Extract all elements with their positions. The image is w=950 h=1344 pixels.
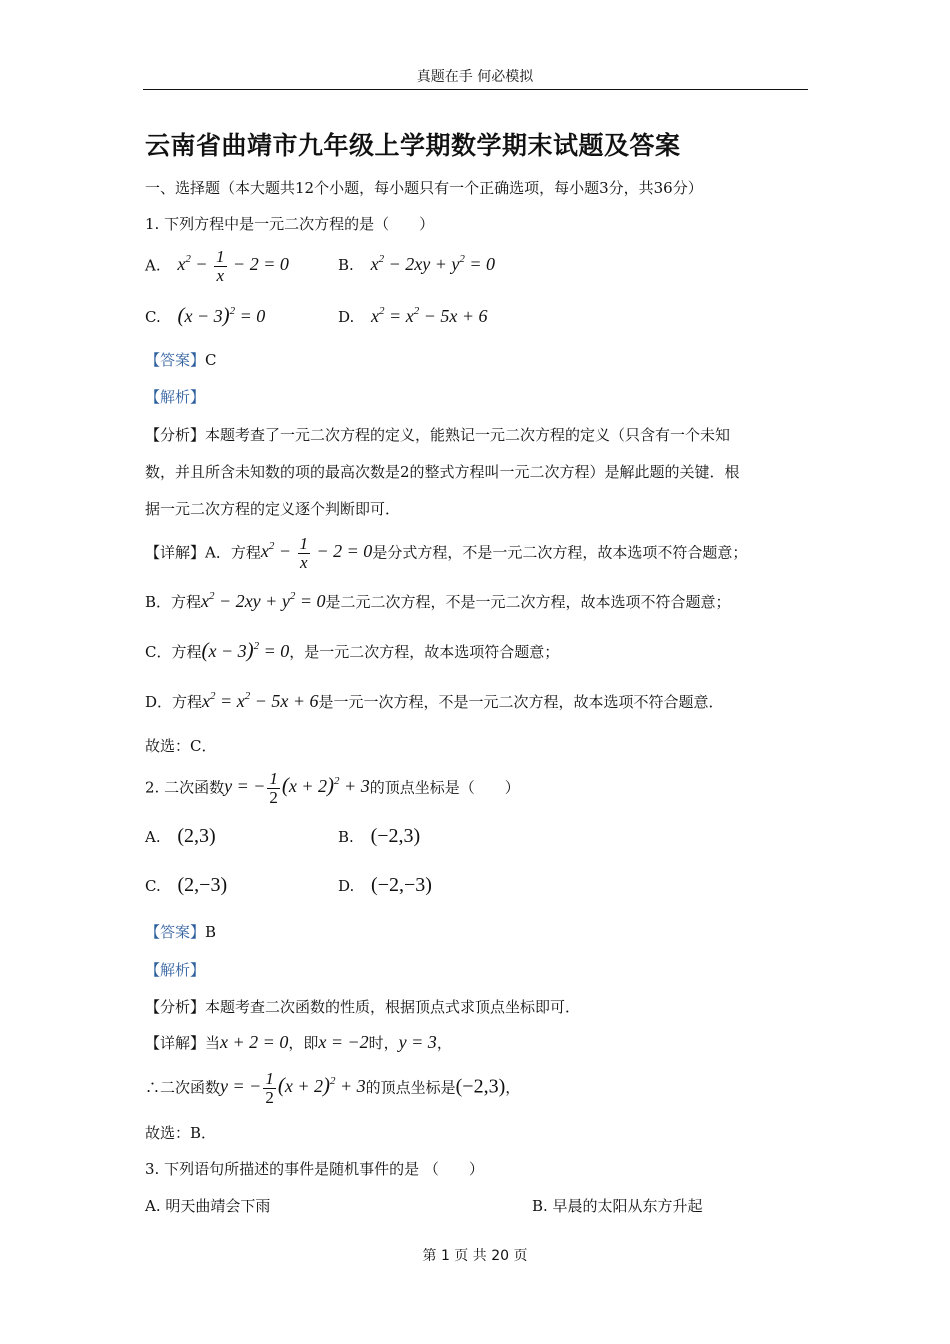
q1-conclusion: 故选：C． [145, 737, 217, 755]
option-label: D. [338, 308, 355, 326]
q2-analysis-tag: 【解析】 [145, 961, 206, 979]
q1-fenxi-line-1 [145, 424, 730, 445]
detail-text: 是分式方程，不是一元二次方程，故本选项不符合题意； [372, 543, 748, 562]
q2-option-c [145, 874, 227, 897]
option-label: B. [338, 828, 354, 846]
q2-conclusion: 故选：B． [145, 1124, 217, 1142]
detail-formula: $x^2 - 2xy + y^2 = 0$ [201, 590, 326, 611]
detail-text: D．方程 [145, 693, 203, 711]
answer-value: B [205, 923, 217, 941]
xiangjie-tag: 【详解】 [145, 543, 206, 562]
q1-detail-c [145, 638, 559, 663]
detail-text: 是二元二次方程，不是一元二次方程，故本选项不符合题意； [325, 593, 731, 611]
detail-text: ，是一元二次方程，故本选项符合题意； [289, 643, 560, 661]
q1-detail-a [145, 535, 747, 572]
detail-formula: $x^2 = x^2 - 5x + 6$ [202, 690, 319, 711]
q1-option-a-formula: $x^2$ − $\frac{1}{x}$ − 2 = 0 [177, 247, 289, 285]
detail-formula: (−2,3) [455, 1075, 506, 1098]
answer-tag: 【答案】 [145, 351, 206, 369]
q1-detail-d [145, 690, 724, 712]
detail-text: ∴二次函数 [145, 1078, 221, 1097]
q1-option-a [145, 248, 289, 285]
q1-option-d [338, 305, 488, 327]
detail-text: 的顶点坐标是 [365, 1078, 456, 1097]
stem-text: 2. 二次函数 [145, 778, 225, 797]
q1-fenxi-line-3: 据一元二次方程的定义逐个判断即可． [145, 500, 401, 518]
q1-option-b-formula: $x^2 - 2xy + y^2 = 0$ [370, 253, 496, 274]
q2-fenxi [145, 996, 580, 1017]
q2-option-c-value: (2,−3) [177, 874, 228, 896]
xiangjie-tag: 【详解】 [145, 1034, 206, 1052]
fenxi-tag: 【分析】 [145, 426, 206, 444]
detail-text: 时， [368, 1034, 399, 1052]
q2-option-b-value: (−2,3) [370, 825, 421, 847]
fenxi-text: 本题考查二次函数的性质，根据顶点式求顶点坐标即可． [205, 998, 581, 1016]
detail-text: ， [436, 1034, 452, 1052]
q2-option-b [338, 825, 420, 848]
q1-analysis-tag: 【解析】 [145, 388, 206, 406]
q2-detail-2 [145, 1070, 520, 1107]
detail-formula: y = − $\frac{1}{2}$ $(x + 2)^2 + 3$ [220, 1069, 366, 1107]
section-heading: 一、选择题（本大题共12个小题，每小题只有一个正确选项，每小题3分，共36分） [145, 179, 703, 197]
answer-value: C [205, 351, 217, 369]
q1-detail-b [145, 590, 731, 612]
detail-formula: $(x - 3)^2 = 0$ [201, 638, 290, 662]
q1-option-c-formula: $(x - 3)^2 = 0$ [177, 303, 266, 327]
detail-text: 当 [205, 1034, 221, 1052]
q3-stem: 3. 下列语句所描述的事件是随机事件的是 （ ） [145, 1160, 484, 1178]
detail-formula: y = 3 [398, 1032, 437, 1052]
q3-option-b: B. 早晨的太阳从东方升起 [532, 1197, 703, 1215]
q2-stem [145, 770, 520, 807]
option-label: C. [145, 877, 161, 895]
option-label: D. [338, 877, 355, 895]
detail-text: C．方程 [145, 643, 202, 661]
q2-detail-1 [145, 1032, 452, 1053]
detail-text: B．方程 [145, 593, 202, 611]
detail-text: 是一元一次方程，不是一元二次方程，故本选项不符合题意． [318, 693, 724, 711]
detail-text: ， [505, 1078, 521, 1097]
q1-option-c [145, 303, 265, 328]
page-footer: 第 1 页 共 20 页 [422, 1248, 528, 1264]
q3-option-a: A. 明天曲靖会下雨 [145, 1197, 271, 1215]
page-header: 真题在手 何必模拟 [416, 69, 534, 85]
q2-option-d [338, 874, 432, 897]
q2-option-a-value: (2,3) [177, 825, 216, 847]
answer-tag: 【答案】 [145, 923, 206, 941]
option-label: A. [145, 256, 161, 275]
q2-function-formula: y = − $\frac{1}{2}$ $(x + 2)^2 + 3$ [224, 769, 370, 807]
document-title: 云南省曲靖市九年级上学期数学期末试题及答案 [145, 131, 681, 160]
fenxi-tag: 【分析】 [145, 998, 206, 1016]
q1-option-d-formula: $x^2 = x^2 - 5x + 6$ [371, 305, 488, 326]
q2-option-d-value: (−2,−3) [371, 874, 432, 896]
detail-text: ，即 [288, 1034, 319, 1052]
option-label: A. [145, 828, 161, 846]
detail-formula: x + 2 = 0 [220, 1032, 289, 1052]
stem-text: 的顶点坐标是（ ） [369, 778, 520, 797]
detail-formula: x = −2 [318, 1032, 369, 1052]
q1-answer [145, 349, 217, 370]
option-label: B. [338, 256, 354, 274]
detail-formula: $x^2$ − $\frac{1}{x}$ − 2 = 0 [260, 534, 373, 572]
q2-answer [145, 921, 216, 942]
option-label: C. [145, 308, 161, 326]
fenxi-text: 本题考查了一元二次方程的定义，能熟记一元二次方程的定义（只含有一个未知 [205, 426, 731, 444]
header-rule [143, 89, 808, 90]
q1-option-b [338, 253, 495, 275]
detail-text: A．方程 [205, 543, 261, 562]
q1-stem: 1. 下列方程中是一元二次方程的是（ ） [145, 215, 435, 233]
q1-fenxi-line-2: 数，并且所含未知数的项的最高次数是2的整式方程叫一元二次方程）是解此题的关键．根 [145, 463, 740, 481]
q2-option-a [145, 825, 216, 848]
